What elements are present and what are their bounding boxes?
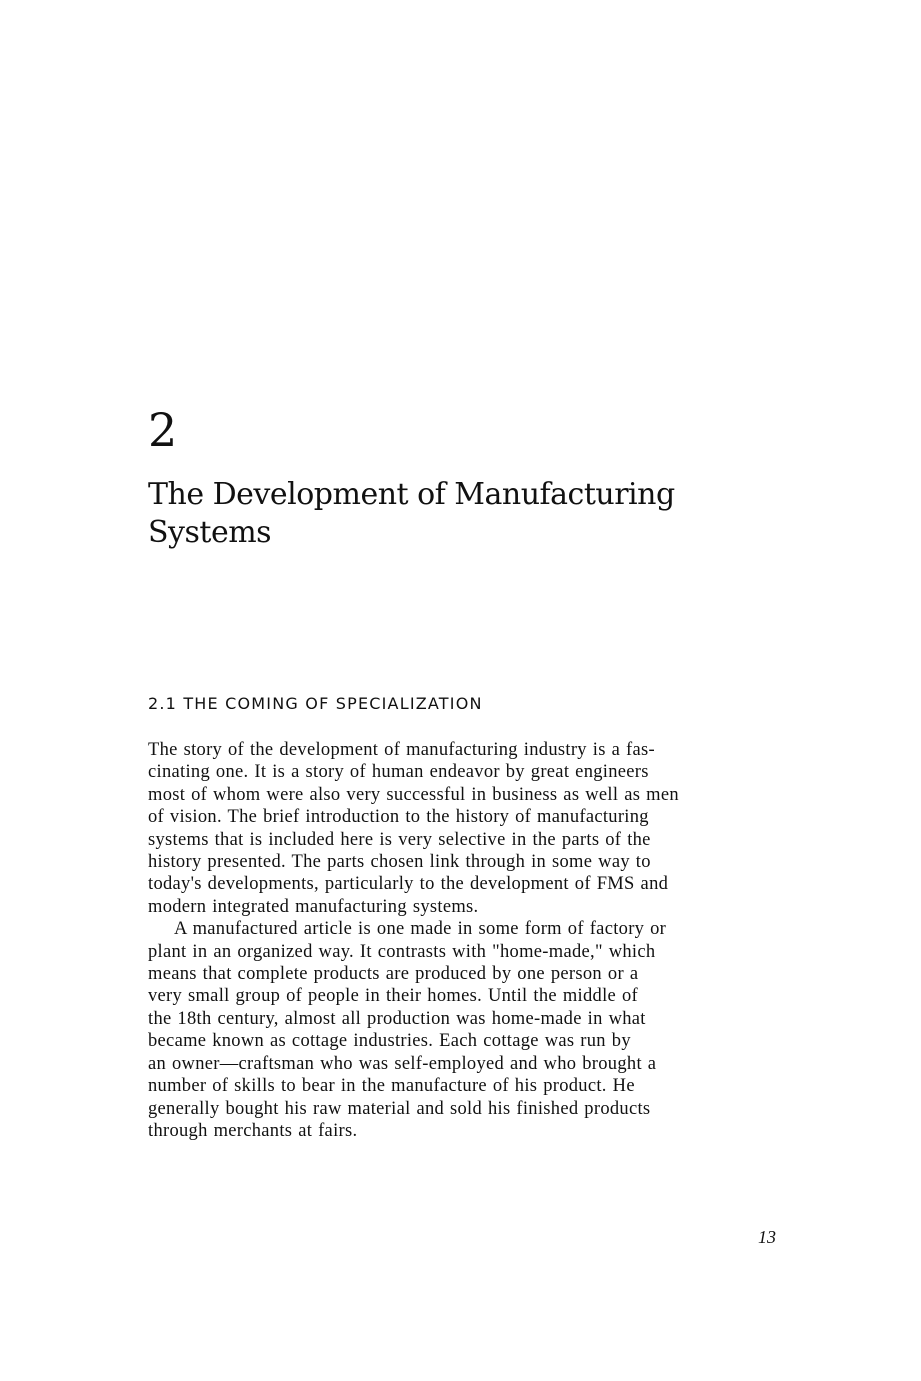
text-line: an owner—craftsman who was self-employed and who brought a xyxy=(148,1053,657,1074)
text-line: through merchants at fairs. xyxy=(148,1120,358,1141)
text-line: most of whom were also very successful in business as well as men xyxy=(148,784,679,805)
text-line: today's developments, particularly to the development of FMS and xyxy=(148,874,669,895)
text-line: the 18th century, almost all production was home-made in what xyxy=(148,1008,646,1029)
text-line: cinating one. It is a story of human endeavor by great engineers xyxy=(148,762,649,783)
body-text xyxy=(148,739,788,1142)
chapter-title-line: The Development of Manufacturing xyxy=(148,477,675,512)
text-line: A manufactured article is one made in some form of factory or xyxy=(174,919,667,940)
chapter-number: 2 xyxy=(148,403,178,457)
text-line: became known as cottage industries. Each cottage was run by xyxy=(148,1031,631,1052)
text-line: modern integrated manufacturing systems. xyxy=(148,896,479,917)
text-line: number of skills to bear in the manufacture of his product. He xyxy=(148,1076,635,1097)
page-number: 13 xyxy=(758,1227,776,1247)
text-line: The story of the development of manufacturing industry is a fas- xyxy=(148,740,655,760)
chapter-title-line: Systems xyxy=(148,515,272,550)
text-line: very small group of people in their homes. Until the middle of xyxy=(148,986,638,1007)
text-line: systems that is included here is very selective in the parts of the xyxy=(148,829,651,850)
text-line: plant in an organized way. It contrasts with "home-made," which xyxy=(148,941,656,962)
section-heading: 2.1 THE COMING OF SPECIALIZATION xyxy=(148,694,483,713)
text-line: history presented. The parts chosen link through in some way to xyxy=(148,852,651,873)
text-line: of vision. The brief introduction to the history of manufacturing xyxy=(148,807,649,828)
text-line: generally bought his raw material and sold his finished products xyxy=(148,1098,651,1119)
paragraph xyxy=(148,739,788,918)
paragraph xyxy=(148,918,788,1142)
text-line: means that complete products are produced by one person or a xyxy=(148,964,639,985)
chapter-title xyxy=(148,476,788,552)
